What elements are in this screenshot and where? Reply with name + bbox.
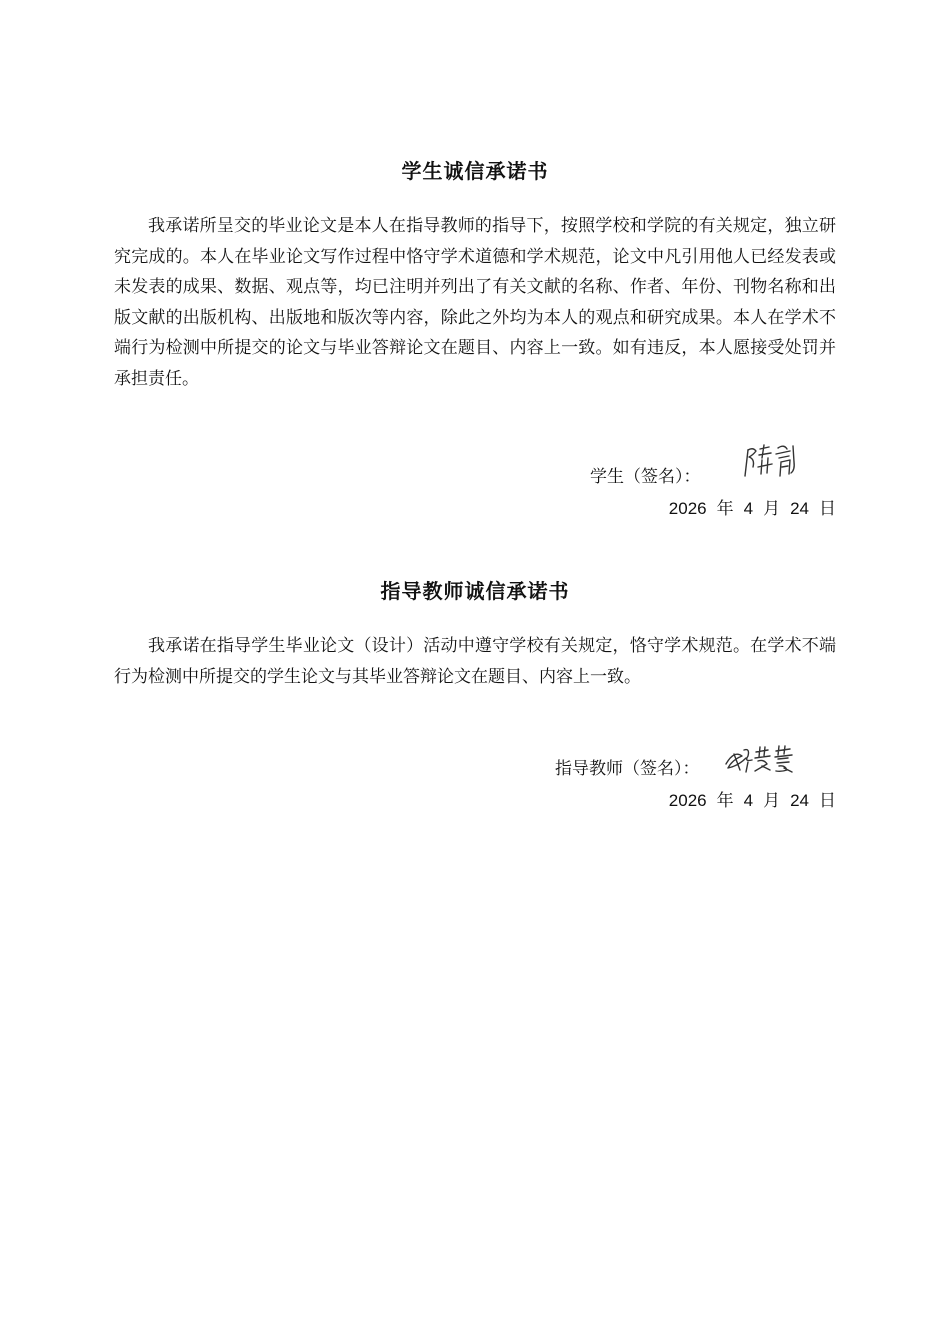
advisor-date-month: 4 (743, 791, 754, 810)
advisor-date-day-unit: 日 (819, 791, 836, 811)
student-date-month: 4 (743, 499, 754, 518)
advisor-date-year-unit: 年 (716, 791, 734, 811)
advisor-date-year: 2026 (668, 791, 707, 810)
advisor-date (669, 786, 836, 811)
student-pledge-body: 我承诺所呈交的毕业论文是本人在指导教师的指导下，按照学校和学院的有关规定，独立研究完成的。本人在毕业论文写作过程中恪守学术道德和学术规范，论文中凡引用他人已经发表或未发表的成果、数据、观点等，均已注明并列出了有关文献的名称、作者、年份、刊物名称和出版文献的出版机构、出版地和版次等内容，除此之外均为本人的观点和研究成果。本人在学术不端行为检测中所提交的论文与毕业答辩论文在题目、内容上一致。如有违反，本人愿接受处罚并承担责任。 (114, 216, 836, 389)
student-signature-label: 学生（签名）： (590, 467, 701, 487)
student-date-day: 24 (790, 499, 809, 518)
student-date (669, 494, 836, 519)
student-handwritten-signature (740, 440, 800, 482)
advisor-date-day: 24 (790, 791, 809, 810)
student-pledge-title: 学生诚信承诺书 (401, 159, 549, 183)
advisor-pledge-title: 指导教师诚信承诺书 (380, 579, 570, 603)
advisor-handwritten-signature (722, 744, 802, 774)
advisor-pledge-body: 我承诺在指导学生毕业论文（设计）活动中遵守学校有关规定，恪守学术规范。在学术不端行为检测中所提交的学生论文与其毕业答辩论文在题目、内容上一致。 (114, 636, 836, 687)
advisor-date-month-unit: 月 (763, 791, 781, 811)
student-date-day-unit: 日 (819, 499, 836, 519)
student-date-month-unit: 月 (763, 499, 781, 519)
student-date-year: 2026 (668, 499, 707, 518)
student-date-year-unit: 年 (716, 499, 734, 519)
advisor-signature-label: 指导教师（签名）： (555, 759, 700, 779)
